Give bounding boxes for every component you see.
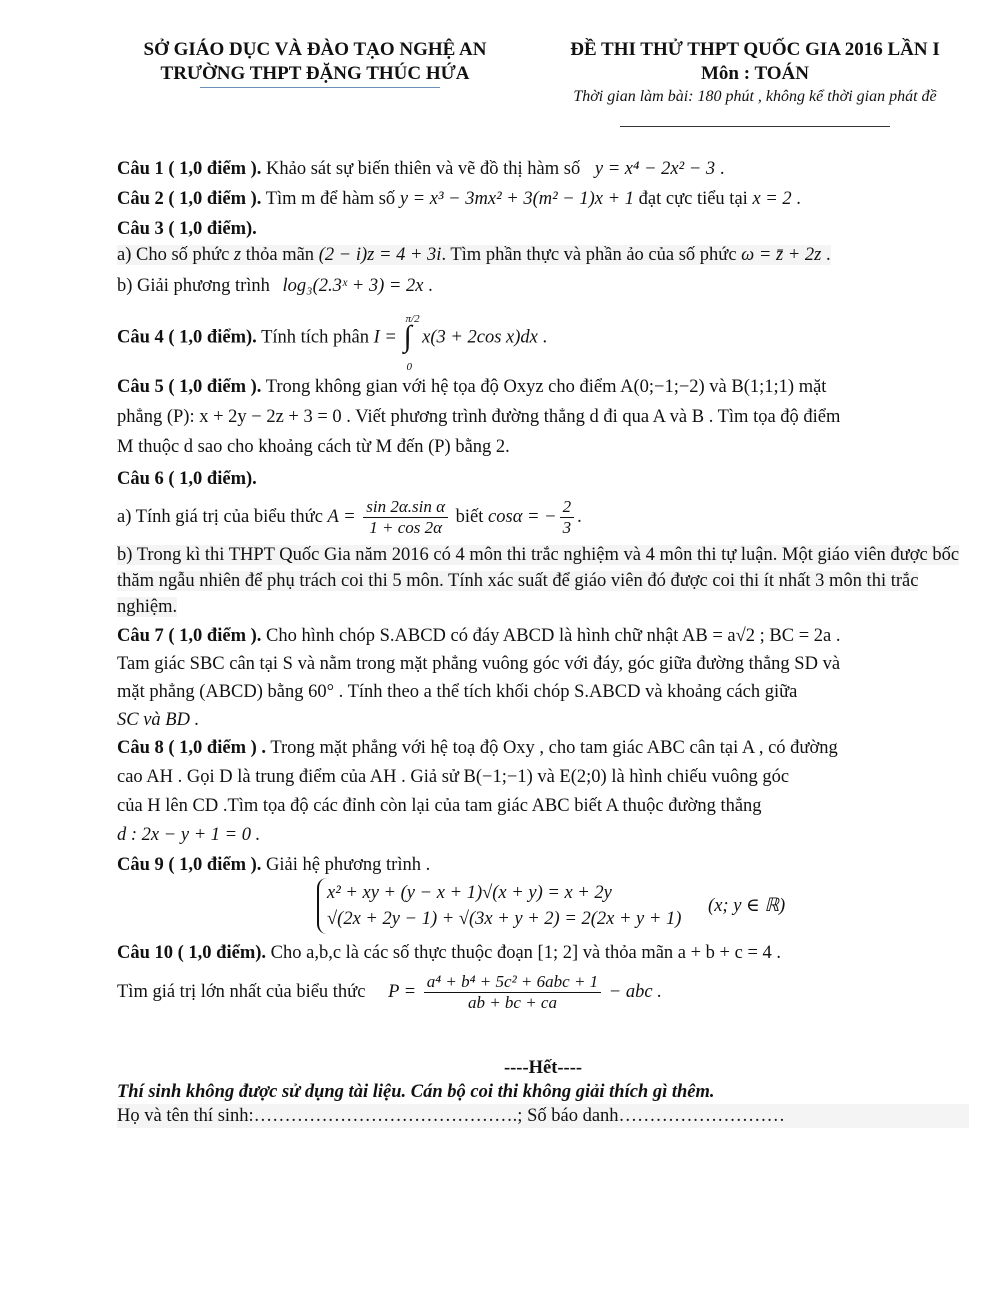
- student-info-line: Họ và tên thí sinh:…………………………………….; Số báo danh………………………: [117, 1104, 969, 1128]
- question-3a-var: z: [233, 245, 242, 265]
- question-9-text: Giải hệ phương trình .: [266, 855, 431, 875]
- question-7: [117, 622, 969, 734]
- question-10-text: Tìm giá trị lớn nhất của biểu thức: [117, 982, 366, 1002]
- question-10-lhs: P =: [388, 982, 417, 1002]
- exam-title: ĐỀ THI THỬ THPT QUỐC GIA 2016 LẦN I: [570, 39, 940, 60]
- header-exam: [535, 38, 975, 108]
- question-5-label: Câu 5 ( 1,0 điểm ).: [117, 377, 262, 397]
- question-4: Câu 4 ( 1,0 điểm). Tính tích phân I = ∫ π/2 0 x(3 + 2cos x)dx .: [117, 310, 969, 366]
- school-underline: [200, 87, 440, 88]
- question-7-line4: SC và BD .: [117, 710, 200, 730]
- system-eq2: √(2x + 2y − 1) + √(3x + y + 2) = 2(2x + y + 1): [327, 909, 682, 929]
- question-3a-eq: (2 − i)z = 4 + 3i: [318, 245, 442, 265]
- question-2-label: Câu 2 ( 1,0 điểm ).: [117, 189, 262, 209]
- question-6a-fraction: [363, 497, 448, 538]
- question-6a-cond: cosα = −: [488, 507, 557, 527]
- question-6a-cond-fraction: [560, 497, 575, 538]
- question-8-line2: cao AH . Gọi D là trung điểm của AH . Giả sử B(−1;−1) và E(2;0) là hình chiếu vuông góc: [117, 767, 790, 787]
- question-1-label: Câu 1 ( 1,0 điểm ).: [117, 159, 262, 179]
- integral-lower: 0: [406, 361, 413, 373]
- question-10-fraction: [424, 972, 601, 1013]
- question-10-label: Câu 10 ( 1,0 điểm).: [117, 943, 267, 963]
- time-note: Thời gian làm bài: 180 phút , không kể thời gian phát đề: [573, 88, 937, 105]
- exam-footer: [117, 1056, 969, 1128]
- question-10-tail: − abc .: [608, 982, 662, 1002]
- question-2-text: Tìm m để hàm số: [265, 189, 396, 209]
- question-6a-text: a) Tính giá trị của biểu thức: [117, 507, 323, 527]
- question-5-line1: Trong không gian với hệ tọa độ Oxyz cho điểm A(0;−1;−2) và B(1;1;1) mặt: [265, 377, 827, 397]
- question-6-label: Câu 6 ( 1,0 điểm).: [117, 469, 257, 489]
- question-2-point: x = 2: [752, 189, 792, 209]
- question-4-text: Tính tích phân: [261, 327, 369, 348]
- question-5-line3: M thuộc d sao cho khoảng cách từ M đến (P) bằng 2.: [117, 437, 510, 457]
- question-3b: b) Giải phương trình log₃(2.3ˣ + 3) = 2x .: [117, 276, 433, 296]
- question-5: [117, 372, 969, 462]
- question-4-integrand: x(3 + 2cos x)dx: [422, 327, 538, 348]
- question-3a-text3: . Tìm phần thực và phần ảo của số phức: [441, 245, 737, 265]
- question-10-line2: [117, 972, 662, 1013]
- question-6a-cond-num: 2: [560, 497, 575, 518]
- question-10: [117, 940, 969, 1018]
- question-9-label: Câu 9 ( 1,0 điểm ).: [117, 855, 262, 875]
- question-7-line2: Tam giác SBC cân tại S và nằm trong mặt phẳng vuông góc với đáy, góc giữa đường thẳng SD và: [117, 654, 841, 674]
- question-3b-eq: log₃(2.3ˣ + 3) = 2x: [282, 276, 424, 296]
- equation-system: [317, 878, 689, 934]
- question-10-numerator: a⁴ + b⁴ + 5c² + 6abc + 1: [424, 972, 601, 993]
- question-6b: b) Trong kì thi THPT Quốc Gia năm 2016 có 4 môn thi trắc nghiệm và 4 môn thi tự luận. Một giáo viên được bốc thăm ngẫu nhiên để phụ trách coi thi 5 môn. Tính xác suất để giáo viên đó được coi thi ít nhất 3 môn thi trắc nghiệm.: [117, 545, 960, 617]
- question-3: [117, 216, 969, 304]
- integral-sign: ∫ π/2 0: [402, 310, 418, 366]
- question-1-text: Khảo sát sự biến thiên và vẽ đồ thị hàm số: [266, 159, 581, 179]
- question-7-line1: Cho hình chóp S.ABCD có đáy ABCD là hình chữ nhật AB = a√2 ; BC = 2a .: [266, 626, 841, 646]
- footer-note: Thí sinh không được sử dụng tài liệu. Cán bộ coi thi không giải thích gì thêm.: [117, 1082, 715, 1102]
- question-10-denominator: ab + bc + ca: [467, 993, 557, 1013]
- question-7-label: Câu 7 ( 1,0 điểm ).: [117, 626, 262, 646]
- question-9: [117, 852, 969, 934]
- question-3a-text2: thỏa mãn: [245, 245, 315, 265]
- question-6a-cond-den: 3: [562, 518, 572, 538]
- question-1: Câu 1 ( 1,0 điểm ). Khảo sát sự biến thiên và vẽ đồ thị hàm số y = x⁴ − 2x² − 3 .: [117, 159, 725, 179]
- question-6: [117, 466, 969, 620]
- header-organization: [105, 38, 525, 86]
- end-marker: ----Hết----: [503, 1058, 583, 1078]
- question-6a: a) Tính giá trị của biểu thức A = $\frac{\text{sin 2α.sin α}}{1 + \cos 2\alpha}$ biết cosα = − $\frac{2}{3}$ .: [117, 497, 582, 538]
- question-3a-text: a) Cho số phức: [117, 245, 230, 265]
- question-10-line1: Cho a,b,c là các số thực thuộc đoạn [1; 2] và thỏa mãn a + b + c = 4 .: [270, 943, 782, 963]
- system-domain: (x; y ∈ ℝ): [708, 896, 786, 916]
- question-3b-text: b) Giải phương trình: [117, 276, 270, 296]
- question-8-line3: của H lên CD .Tìm tọa độ các đỉnh còn lại của tam giác ABC biết A thuộc đường thẳng: [117, 796, 762, 816]
- question-6a-lhs: A =: [327, 507, 356, 527]
- question-1-formula: y = x⁴ − 2x² − 3: [594, 159, 716, 179]
- question-8-line4: d : 2x − y + 1 = 0 .: [117, 825, 261, 845]
- question-6a-denominator: 1 + cos 2α: [369, 518, 443, 538]
- question-3-label: Câu 3 ( 1,0 điểm).: [117, 219, 257, 239]
- department-name: SỞ GIÁO DỤC VÀ ĐÀO TẠO NGHỆ AN: [143, 39, 487, 60]
- question-6a-numerator: sin 2α.sin α: [363, 497, 448, 518]
- integral-upper: π/2: [405, 313, 420, 325]
- school-name: TRƯỜNG THPT ĐẶNG THÚC HỨA: [160, 63, 470, 84]
- header-rule: [620, 126, 890, 127]
- question-4-label: Câu 4 ( 1,0 điểm).: [117, 327, 257, 348]
- question-8-line1: Trong mặt phẳng với hệ toạ độ Oxy , cho tam giác ABC cân tại A , có đường: [270, 738, 838, 758]
- question-3a: a) Cho số phức z thỏa mãn (2 − i)z = 4 + 3i. Tìm phần thực và phần ảo của số phức ω = z̄ + 2z .: [117, 245, 831, 265]
- question-6a-cond-text: biết: [455, 507, 484, 527]
- question-8: [117, 734, 969, 850]
- system-eq1: x² + xy + (y − x + 1)√(x + y) = x + 2y: [327, 883, 612, 903]
- question-5-line2: phẳng (P): x + 2y − 2z + 3 = 0 . Viết phương trình đường thẳng d đi qua A và B . Tìm tọa độ điểm: [117, 407, 841, 427]
- question-3a-eq2: ω = z̄ + 2z: [741, 245, 822, 265]
- question-2-tail: đạt cực tiểu tại: [638, 189, 748, 209]
- question-8-label: Câu 8 ( 1,0 điểm ) .: [117, 738, 267, 758]
- question-7-line3: mặt phẳng (ABCD) bằng 60° . Tính theo a thể tích khối chóp S.ABCD và khoảng cách giữa: [117, 682, 798, 702]
- question-2: Câu 2 ( 1,0 điểm ). Tìm m để hàm số y = x³ − 3mx² + 3(m² − 1)x + 1 đạt cực tiểu tại x = 2 .: [117, 189, 801, 209]
- exam-questions: [117, 150, 969, 1018]
- subject-label: Môn : TOÁN: [700, 63, 810, 84]
- question-4-lhs: I =: [373, 327, 397, 348]
- question-2-formula: y = x³ − 3mx² + 3(m² − 1)x + 1: [399, 189, 635, 209]
